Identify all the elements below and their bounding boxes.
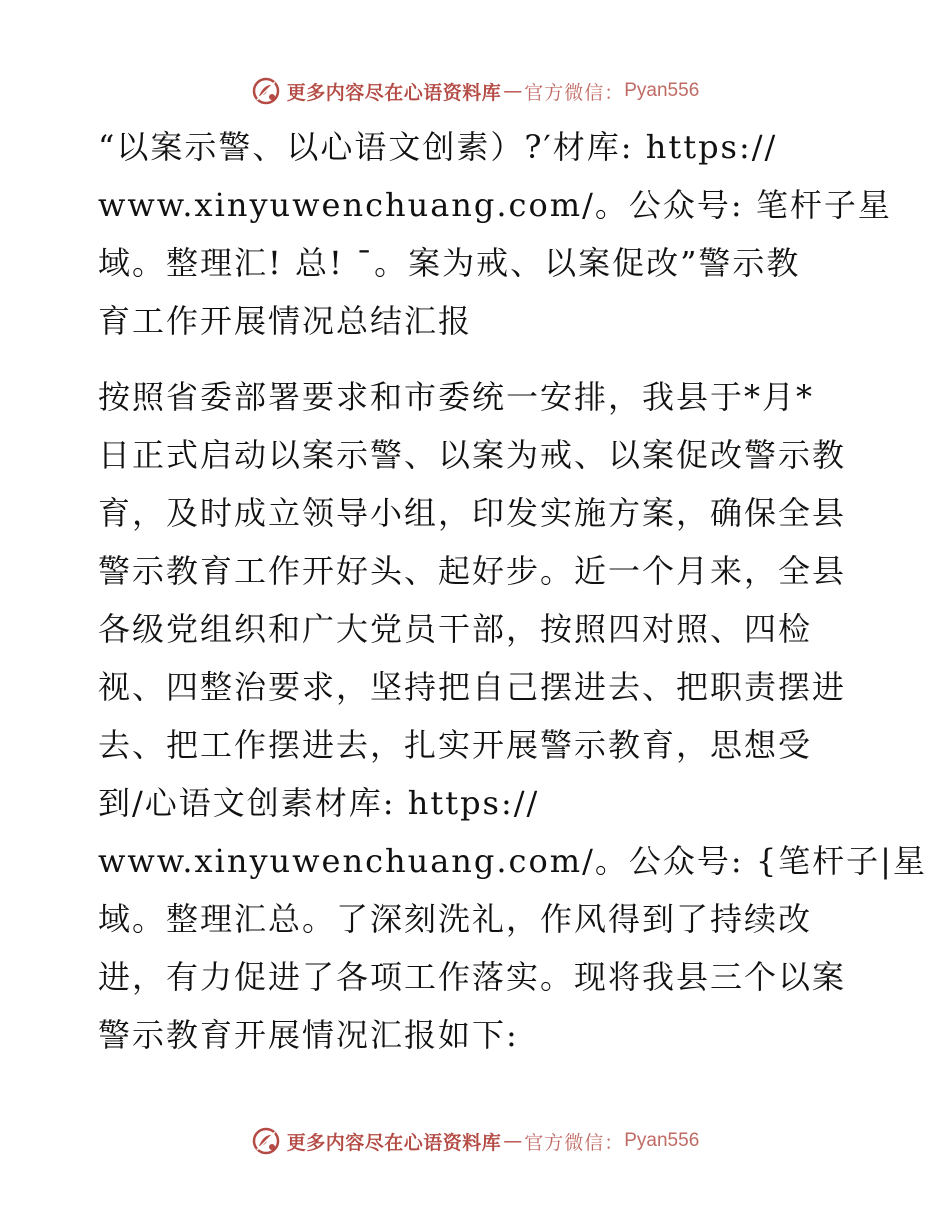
- header-banner: [0, 71, 950, 111]
- title-line: “以案示警、以心语文创素）?′材库: https://: [98, 128, 778, 166]
- xinyu-logo-icon: [251, 76, 281, 106]
- title-line: 域。整理汇! 总! ¯。案为戒、以案促改”警示教: [98, 244, 801, 282]
- footer-banner: [0, 1121, 950, 1161]
- banner-wechat-id: Pyan556: [624, 1130, 700, 1151]
- paragraph-line: 警示教育开展情况汇报如下:: [98, 1016, 519, 1054]
- banner-dash: —: [503, 80, 523, 102]
- banner-slogan: 更多内容尽在心语资料库: [286, 81, 502, 104]
- paragraph-line: 到/心语文创素材库: https://: [98, 784, 540, 822]
- banner-dash: —: [503, 1130, 523, 1152]
- paragraph-line: 各级党组织和广大党员干部，按照四对照、四检: [98, 610, 813, 648]
- banner-slogan: 更多内容尽在心语资料库: [286, 1131, 502, 1154]
- paragraph-line: 警示教育工作开好头、起好步。近一个月来，全县: [98, 552, 847, 590]
- paragraph-line: 日正式启动以案示警、以案为戒、以案促改警示教: [98, 436, 847, 474]
- banner-wechat-id: Pyan556: [624, 80, 700, 101]
- paragraph-line: 育，及时成立领导小组，印发实施方案，确保全县: [98, 494, 847, 532]
- title-line: 育工作开展情况总结汇报: [98, 302, 473, 340]
- paragraph-line: 按照省委部署要求和市委统一安排，我县于*月*: [98, 378, 815, 416]
- paragraph-line: www.xinyuwenchuang.com/。公众号: {笔杆子|星: [98, 842, 927, 880]
- xinyu-logo-icon: [251, 1126, 281, 1156]
- paragraph-line: 去、把工作摆进去，扎实开展警示教育，思想受: [98, 726, 813, 764]
- paragraph-line: 域。整理汇总。了深刻洗礼，作风得到了持续改: [98, 900, 813, 938]
- paragraph-line: 视、四整治要求，坚持把自己摆进去、把职责摆进: [98, 668, 847, 706]
- banner-wechat-label: 官方微信：: [524, 1131, 625, 1154]
- banner-wechat-label: 官方微信：: [524, 81, 625, 104]
- paragraph-line: 进，有力促进了各项工作落实。现将我县三个以案: [98, 958, 847, 996]
- title-line: www.xinyuwenchuang.com/。公众号: 笔杆子星: [98, 186, 892, 224]
